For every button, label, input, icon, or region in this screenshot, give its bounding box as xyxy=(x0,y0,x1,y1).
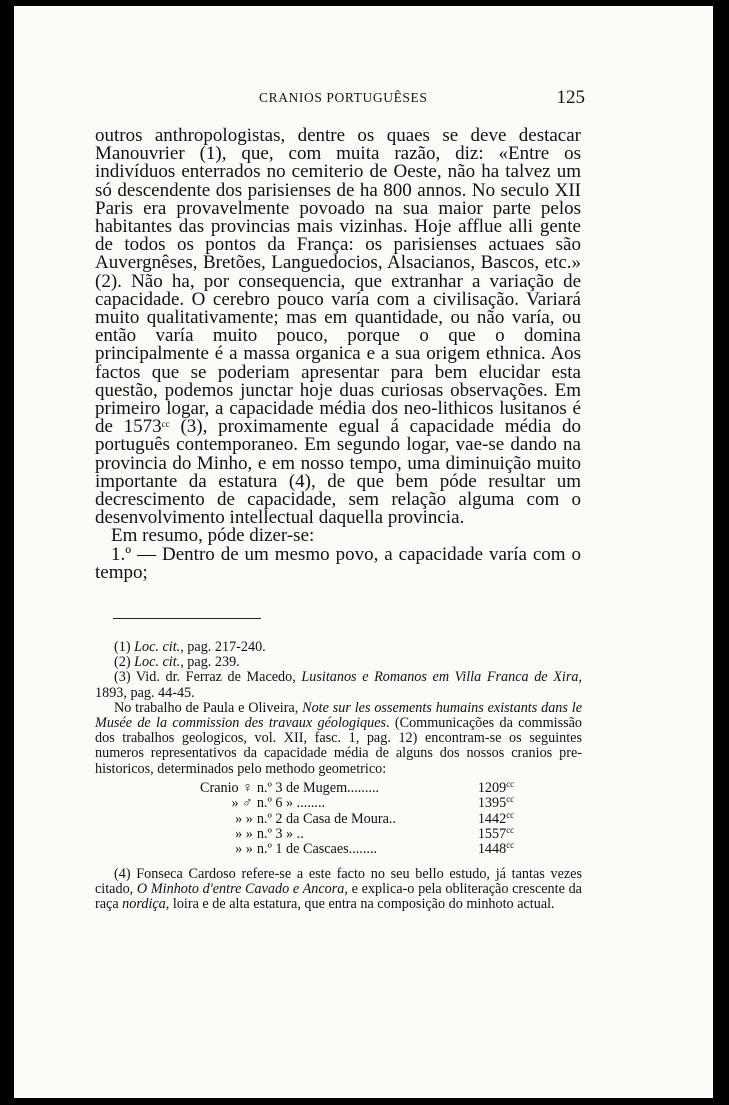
main-text xyxy=(95,127,581,582)
paragraph: Em resumo, póde dizer-se: xyxy=(111,525,315,547)
footnote xyxy=(95,655,582,670)
page-number: 125 xyxy=(556,87,585,108)
paragraph-text: (3), proximamente egual á capacidade média do português contemporaneo. Em segundo logar, vae-se dando na provincia do Minho, e em nosso tempo, uma diminuição muito importante da estatura (4), de que bem póde resultar um decrescimento de capacidade, sem relação alguma com o desenvolvimento intellectual daquella provincia. xyxy=(95,416,581,529)
citation: Lusitanos e Romanos em Villa Franca de Xira xyxy=(301,669,579,686)
footnote-text: , loira e de alta estatura, que entra na composição do minhoto actual. xyxy=(165,896,555,913)
citation: Note sur les ossements humains existants dans le Musée de la commission des travaux géologiques xyxy=(95,699,582,732)
unit-superscript: cc xyxy=(506,794,515,805)
footnote-text: , pag. 239. xyxy=(180,654,240,671)
table-row xyxy=(200,812,514,827)
row-description xyxy=(257,812,478,827)
paragraph xyxy=(95,127,581,527)
row-description-text: n.º 1 de Cascaes........ xyxy=(256,841,378,858)
row-description-text: n.º 6 » ........ xyxy=(256,795,326,812)
capacity-value-text: 1209 xyxy=(477,779,507,796)
citation: Loc. cit. xyxy=(134,639,181,655)
page-header xyxy=(14,87,713,110)
table-row xyxy=(200,796,514,811)
footnote xyxy=(95,640,582,655)
capacity-value-text: 1448 xyxy=(477,841,507,858)
footnote-text: . (Communicações da commissão dos trabalhos geologicos, vol. XII, fasc. 1, pag. 12) encontram-se os seguintes numeros representativos da capacidade média de alguns dos nossos cranios pre-historicos, determinados pelo methodo geometrico: xyxy=(95,715,582,777)
table-row xyxy=(200,781,514,796)
footnote xyxy=(95,670,582,700)
footnote-text: , pag. 217-240. xyxy=(180,639,266,655)
row-label-text: » » xyxy=(235,826,253,843)
row-label xyxy=(200,827,257,842)
footnote xyxy=(95,701,582,777)
row-description xyxy=(257,842,478,857)
unit-superscript: cc xyxy=(506,840,515,851)
row-description xyxy=(257,796,478,811)
footnote-text: (4) Fonseca Cardoso refere-se a este facto no seu bello estudo, já tantas vezes citado, xyxy=(95,865,582,898)
row-label-text: Cranio ♀ xyxy=(200,779,253,796)
running-title: CRANIOS PORTUGUÊSES xyxy=(259,90,428,105)
unit-superscript: cc xyxy=(506,778,515,789)
capacity-value xyxy=(478,842,514,857)
unit-superscript: cc xyxy=(506,809,515,820)
cranial-capacity-table xyxy=(200,778,515,858)
capacity-value-text: 1557 xyxy=(477,826,507,843)
table-row xyxy=(200,827,514,842)
footnote-number: (1) xyxy=(114,639,135,655)
book-page xyxy=(14,6,713,1098)
capacity-value-text: 1442 xyxy=(477,810,507,827)
emphasis: nordiça xyxy=(122,896,166,913)
citation: O Minhoto d'entre Cavado e Ancora xyxy=(136,881,345,898)
row-description-text: n.º 2 da Casa de Moura.. xyxy=(256,810,396,827)
row-description xyxy=(257,827,478,842)
unit-superscript: cc xyxy=(506,825,515,836)
unit-superscript: cc xyxy=(161,419,170,430)
row-label xyxy=(200,781,257,796)
footnote-text: No trabalho de Paula e Oliveira, xyxy=(114,699,303,716)
paragraph-text: outros anthropologistas, dentre os quaes se deve destacar Manouvrier (1), que, com muita razão, diz: «Entre os indivíduos enterrados no cemiterio de Oeste, não ha talvez um só descendente dos parisienses de ha 800 annos. No seculo XII Paris era provavelmente povoado na sua maior parte pelos habitantes das provincias mais vizinhas. Hoje afflue alli gente de todos os pontos da França: os parisienses actuaes são Auvergnêses, Bretões, Languedocios, Alsacianos, Bascos, etc.» (2). Não ha, por consequencia, que extranhar a variação de capacidade. O cerebro pouco varía com a civilisação. Variará muito qualitativamente; mas em quantidade, ou não varía, ou então varía muito pouco, porque o que o domina principalmente é a massa organica e a sua origem ethnica. Aos factos que se poderiam apresentar para bem elucidar esta questão, podemos junctar hoje duas curiosas observações. Em primeiro logar, a capacidade média dos neo-lithicos lusitanos é de 1573 xyxy=(95,125,581,438)
footnote-number: (2) xyxy=(114,654,135,671)
footnote-text: (3) Vid. dr. Ferraz de Macedo, xyxy=(114,669,302,686)
row-label-text: » ♂ xyxy=(231,795,253,812)
footnote xyxy=(95,867,582,913)
table-row xyxy=(200,842,514,857)
row-label-text: » » xyxy=(235,841,253,858)
row-description xyxy=(257,781,478,796)
row-description-text: n.º 3 » .. xyxy=(256,826,304,843)
paragraph: 1.º — Dentro de um mesmo povo, a capacidade varía com o tempo; xyxy=(95,543,581,583)
row-label-text: » » xyxy=(235,810,253,827)
row-label xyxy=(200,812,257,827)
capacity-value-text: 1395 xyxy=(477,795,507,812)
footnote-text: , 1893, pag. 44-45. xyxy=(95,669,582,701)
citation: Loc. cit. xyxy=(134,654,181,671)
footnote-text: , e explica-o pela obliteração crescente da raça xyxy=(95,881,582,913)
footnotes xyxy=(95,640,582,912)
row-label xyxy=(200,796,257,811)
row-description-text: n.º 3 de Mugem......... xyxy=(256,779,380,796)
row-label xyxy=(200,842,257,857)
footnote-rule xyxy=(113,618,261,619)
